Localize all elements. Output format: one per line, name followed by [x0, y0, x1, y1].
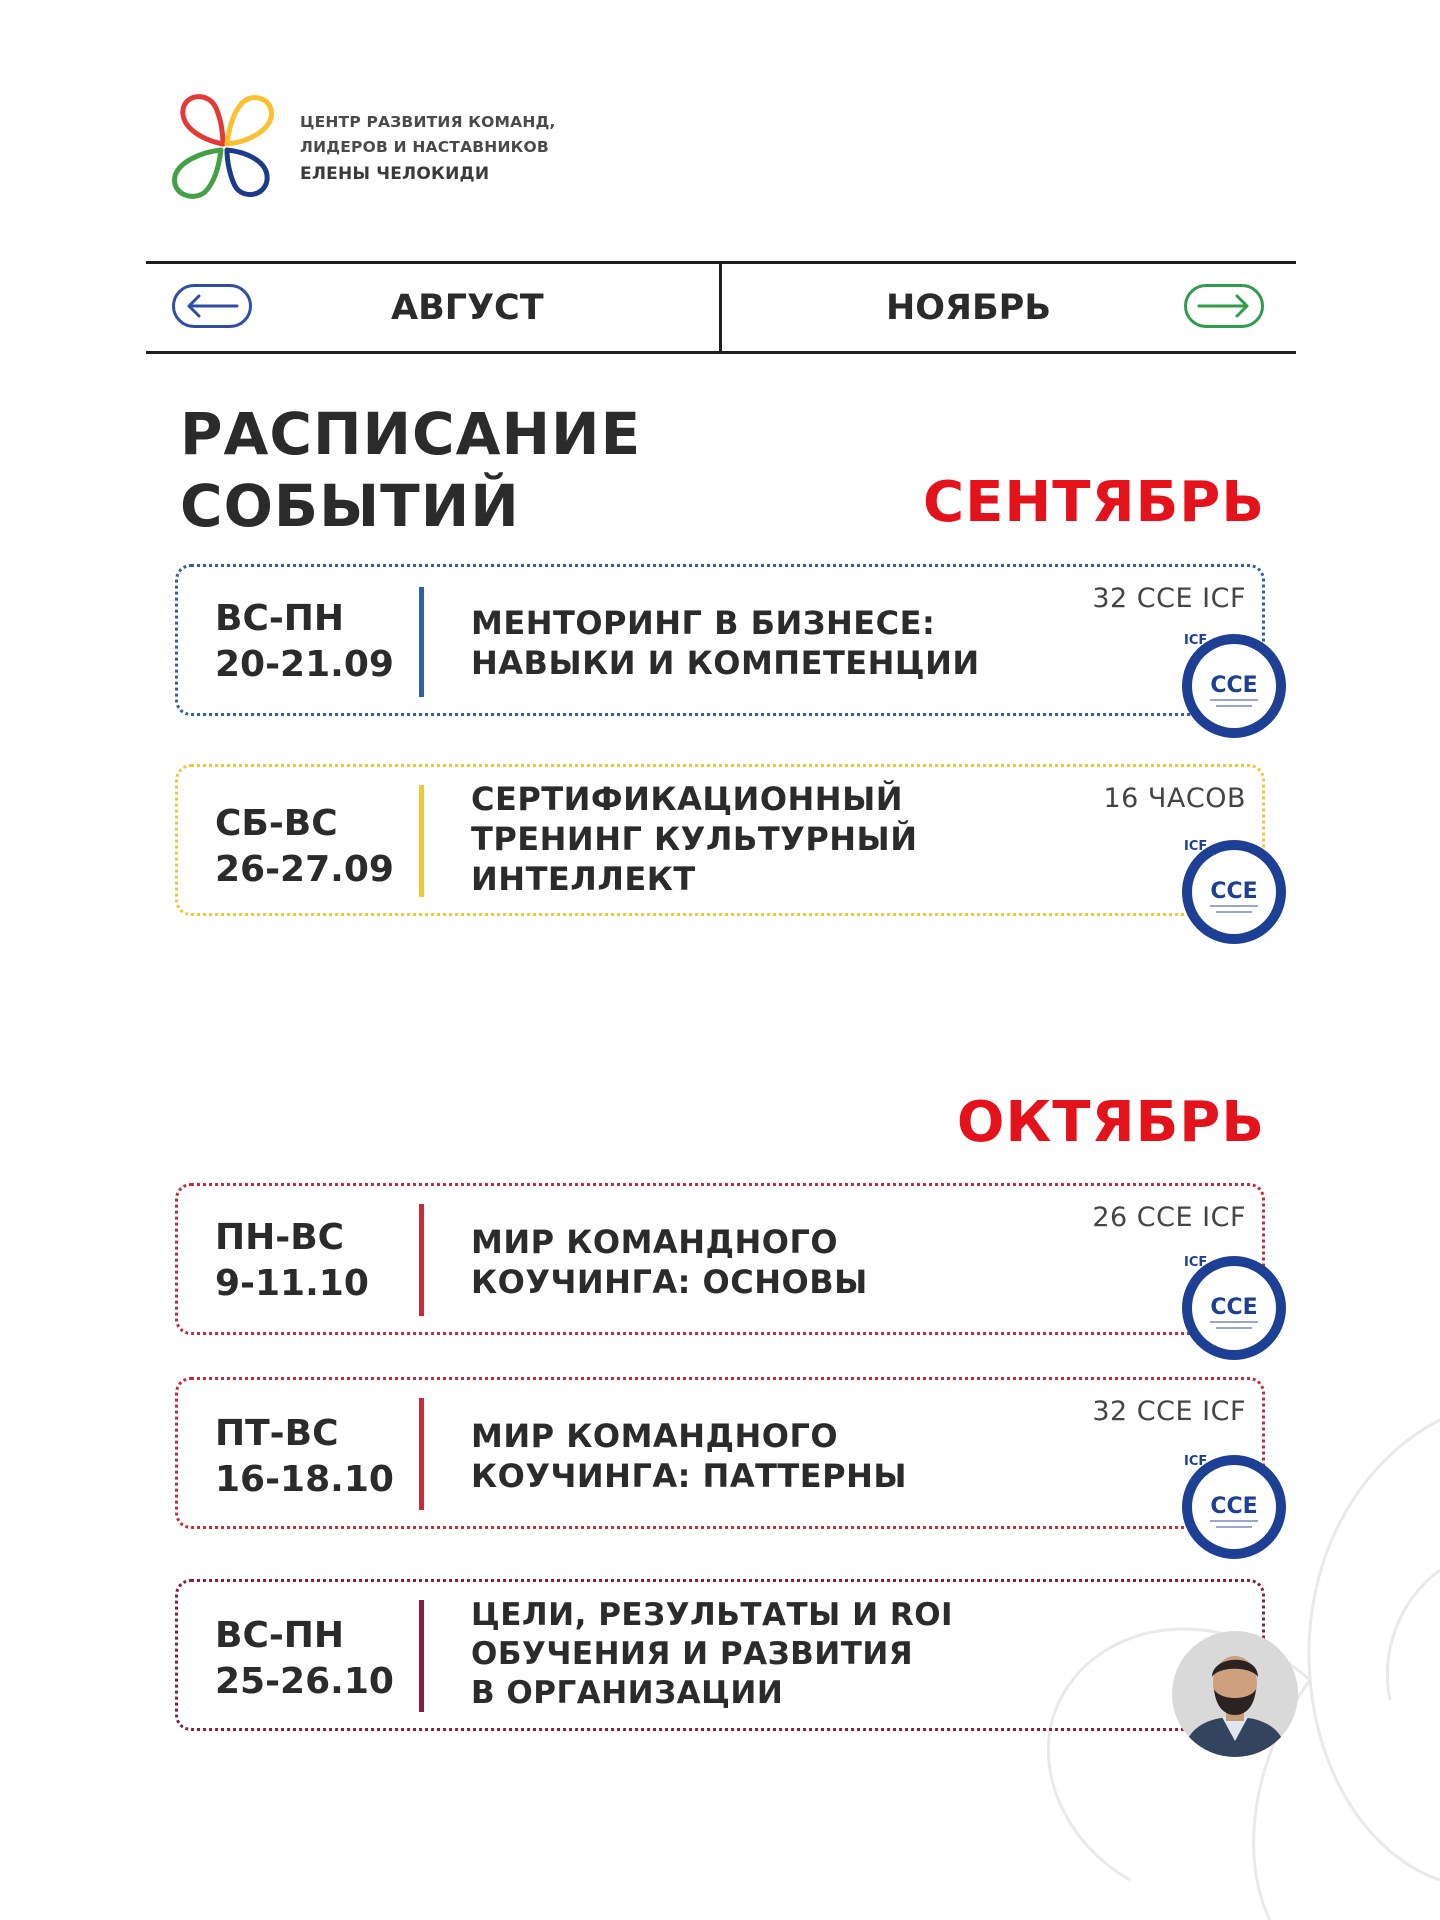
- event-days: СБ-ВС: [215, 803, 338, 844]
- event-title-line: НАВЫКИ И КОМПЕТЕНЦИИ: [471, 644, 980, 682]
- event-dates: 26-27.09: [215, 849, 394, 890]
- svg-text:CCE: CCE: [1210, 673, 1258, 698]
- event-divider: [419, 1600, 424, 1712]
- next-month-button[interactable]: [1184, 284, 1264, 328]
- svg-text:CCE: CCE: [1210, 1295, 1258, 1320]
- event-date: [215, 596, 394, 688]
- event-credits: 32 CCE ICF: [1092, 583, 1246, 614]
- brand-name: [300, 110, 556, 187]
- event-credits: 16 ЧАСОВ: [1103, 783, 1246, 814]
- icf-cce-badge: [1180, 1252, 1292, 1364]
- event-title-line: ТРЕНИНГ КУЛЬТУРНЫЙ: [471, 820, 918, 858]
- event-dates: 9-11.10: [215, 1263, 369, 1304]
- event-title-line: ЦЕЛИ, РЕЗУЛЬТАТЫ И ROI: [471, 1597, 954, 1633]
- event-divider: [419, 587, 424, 697]
- event-date: [215, 1411, 394, 1503]
- event-days: ПТ-ВС: [215, 1413, 339, 1454]
- next-month-label[interactable]: НОЯБРЬ: [886, 288, 1052, 328]
- event-title-line: ИНТЕЛЛЕКТ: [471, 860, 696, 898]
- page-title-line-2: СОБЫТИЙ: [180, 472, 520, 540]
- svg-text:CCE: CCE: [1210, 1494, 1258, 1519]
- event-date: [215, 801, 394, 893]
- icf-cce-badge: [1180, 1451, 1292, 1563]
- page-title-line-1: РАСПИСАНИЕ: [180, 400, 642, 468]
- svg-text:ICF: ICF: [1184, 1255, 1208, 1270]
- month-navigation: [146, 261, 1296, 354]
- event-title-line: КОУЧИНГА: ОСНОВЫ: [471, 1263, 868, 1301]
- event-title-line: КОУЧИНГА: ПАТТЕРНЫ: [471, 1457, 907, 1495]
- page-title: [180, 398, 641, 542]
- event-dates: 25-26.10: [215, 1661, 394, 1702]
- event-card[interactable]: [175, 1183, 1265, 1335]
- event-title-line: В ОРГАНИЗАЦИИ: [471, 1675, 784, 1711]
- arrow-left-icon: [185, 294, 239, 318]
- event-divider: [419, 1204, 424, 1316]
- brand-line-2: ЛИДЕРОВ И НАСТАВНИКОВ: [300, 138, 549, 156]
- event-title: [471, 603, 980, 683]
- svg-text:CCE: CCE: [1210, 879, 1258, 904]
- event-title-line: СЕРТИФИКАЦИОННЫЙ: [471, 780, 904, 818]
- event-card[interactable]: [175, 1377, 1265, 1529]
- brand-line-1: ЦЕНТР РАЗВИТИЯ КОМАНД,: [300, 113, 556, 131]
- event-credits: 32 CCE ICF: [1092, 1396, 1246, 1427]
- event-credits: 26 CCE ICF: [1092, 1202, 1246, 1233]
- svg-text:ICF: ICF: [1184, 633, 1208, 648]
- icf-cce-badge: [1180, 630, 1292, 742]
- event-title-line: ОБУЧЕНИЯ И РАЗВИТИЯ: [471, 1636, 914, 1672]
- svg-text:ICF: ICF: [1184, 1454, 1208, 1469]
- event-title: [471, 1596, 953, 1713]
- event-title: [471, 779, 917, 899]
- event-title-line: МИР КОМАНДНОГО: [471, 1223, 839, 1261]
- event-card[interactable]: [175, 764, 1265, 916]
- icf-cce-badge: [1180, 836, 1292, 948]
- prev-month-label[interactable]: АВГУСТ: [391, 288, 544, 328]
- speaker-photo: [1172, 1631, 1298, 1757]
- event-title: [471, 1222, 868, 1302]
- event-title: [471, 1416, 907, 1496]
- month-heading-october: ОКТЯБРЬ: [956, 1090, 1265, 1155]
- brand-line-3: ЕЛЕНЫ ЧЕЛОКИДИ: [300, 164, 490, 184]
- event-divider: [419, 1398, 424, 1510]
- event-days: ПН-ВС: [215, 1217, 345, 1258]
- clover-logo: [163, 88, 288, 208]
- event-dates: 16-18.10: [215, 1459, 394, 1500]
- event-card[interactable]: [175, 1579, 1265, 1731]
- event-date: [215, 1215, 369, 1307]
- event-title-line: МЕНТОРИНГ В БИЗНЕСЕ:: [471, 604, 936, 642]
- event-dates: 20-21.09: [215, 644, 394, 685]
- prev-month-button[interactable]: [172, 284, 252, 328]
- svg-text:ICF: ICF: [1184, 839, 1208, 854]
- event-card[interactable]: [175, 564, 1265, 716]
- event-days: ВС-ПН: [215, 598, 345, 639]
- event-days: ВС-ПН: [215, 1615, 345, 1656]
- event-title-line: МИР КОМАНДНОГО: [471, 1417, 839, 1455]
- event-divider: [419, 785, 424, 897]
- nav-divider: [719, 264, 722, 351]
- month-heading-september: СЕНТЯБРЬ: [923, 470, 1265, 535]
- arrow-right-icon: [1197, 294, 1251, 318]
- event-date: [215, 1613, 394, 1705]
